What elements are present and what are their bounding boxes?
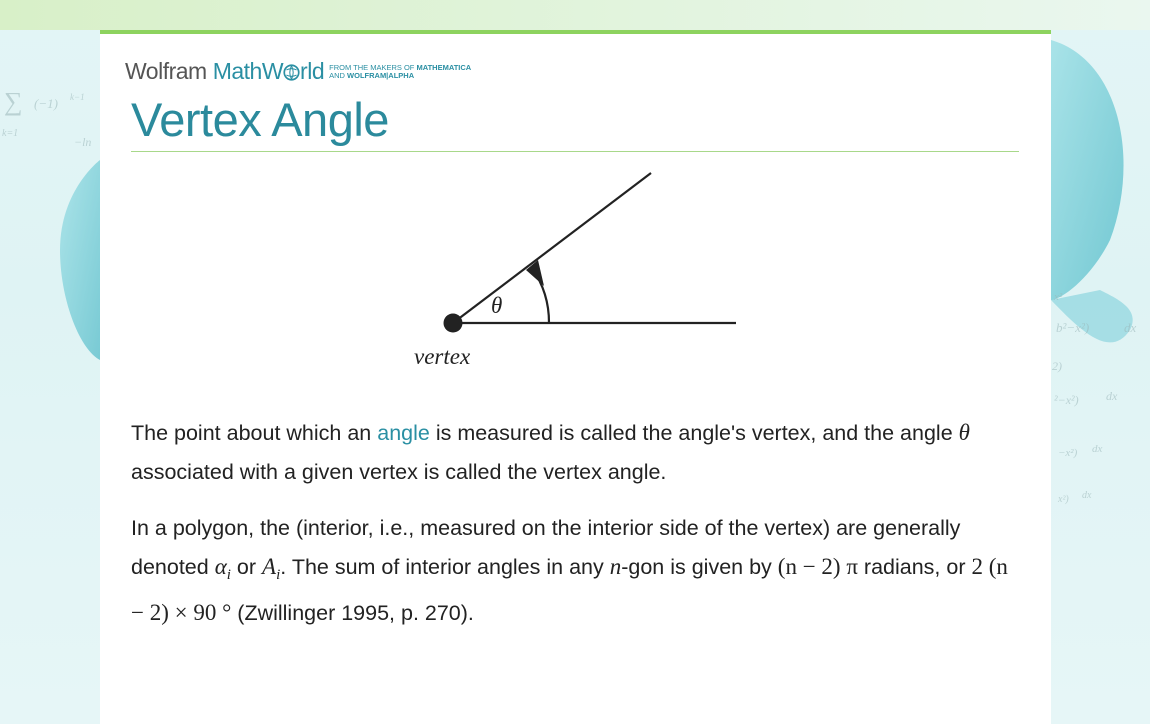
- svg-text:dx: dx: [1082, 490, 1092, 501]
- svg-text:dx: dx: [1124, 320, 1137, 335]
- site-logo[interactable]: [125, 58, 471, 85]
- vertex-dot: [444, 314, 463, 333]
- svg-text:−x²): −x²): [1058, 447, 1078, 459]
- angle-link[interactable]: angle: [377, 421, 430, 445]
- svg-text:−ln: −ln: [74, 135, 92, 149]
- n-symbol: n: [609, 553, 622, 579]
- page-title: Vertex Angle: [131, 93, 389, 146]
- svg-text:x²: x²: [1054, 291, 1063, 303]
- svg-text:²−x²): ²−x²): [1054, 393, 1079, 407]
- svg-text:dx: dx: [1092, 443, 1103, 455]
- upper-ray: [453, 173, 651, 323]
- paragraph-definition: The point about which an angle is measured is called the angle's vertex, and the angle θ associated with a given vertex is called the vertex angle.: [131, 420, 970, 484]
- svg-text:∑: ∑: [4, 87, 23, 116]
- arc-arrowhead: [526, 260, 544, 286]
- svg-text:dx: dx: [1106, 389, 1118, 403]
- theta-symbol: θ: [958, 420, 970, 445]
- globe-icon: [283, 64, 300, 81]
- alpha-symbol: $\alpha_i$: [214, 553, 231, 583]
- article-body: [131, 414, 1021, 651]
- svg-text:2): 2): [1052, 359, 1062, 373]
- svg-text:x²): x²): [1058, 494, 1069, 505]
- a-symbol: $A_i$: [262, 553, 281, 583]
- svg-text:(−1): (−1): [34, 96, 58, 111]
- sum-expression: (n − 2) π: [777, 553, 858, 579]
- title-divider: [131, 151, 1019, 152]
- logo-mathworld-text: MathW rld: [212, 58, 325, 84]
- svg-text:k−1: k−1: [70, 92, 85, 102]
- vertex-label: vertex: [414, 344, 471, 369]
- theta-label: θ: [491, 293, 503, 318]
- logo-wolfram-text: Wolfram: [125, 58, 207, 84]
- svg-text:b²−x²): b²−x²): [1056, 320, 1090, 335]
- vertex-angle-figure: [400, 166, 750, 376]
- article-card: [100, 30, 1051, 724]
- paragraph-polygon: In a polygon, the (interior, i.e., measured on the interior side of the vertex) are generally denoted $\alpha_i$ or $A_i$. The sum of interior angles in any n-gon is given by (n − 2) π radians, or 2 (n − 2) × 90 ° (Zwillinger 1995, p. 270).: [131, 516, 1008, 625]
- logo-tagline: FROM THE MAKERS OF MATHEMATICA AND WOLFRAM|ALPHA: [329, 62, 472, 80]
- degrees-expression: 2 (n − 2) × 90 °: [131, 553, 1008, 625]
- svg-text:k=1: k=1: [2, 128, 19, 139]
